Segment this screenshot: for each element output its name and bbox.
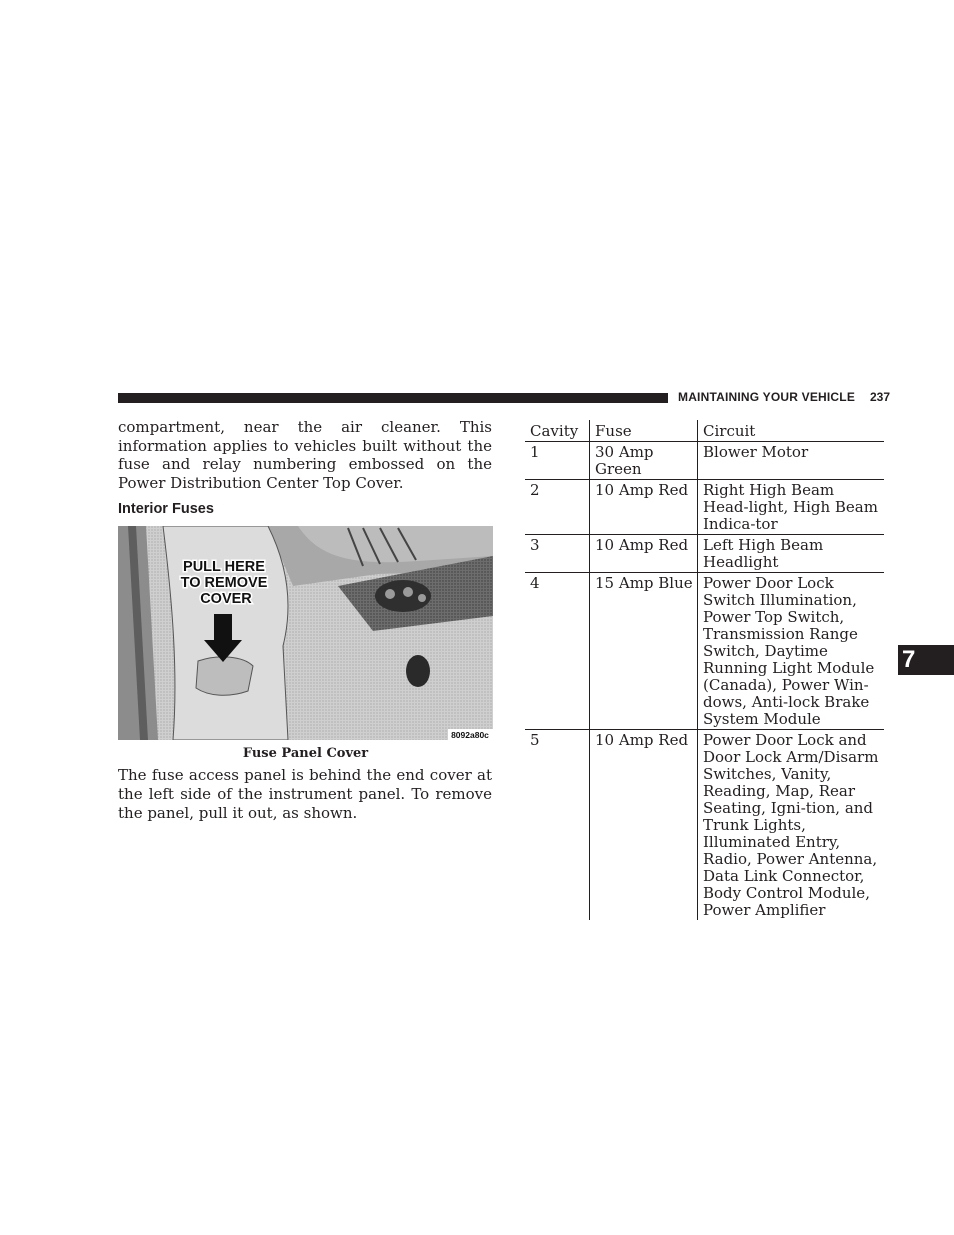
fuse-cell: 10 Amp Red [590, 730, 698, 921]
figure-caption: Fuse Panel Cover [242, 746, 369, 761]
chapter-tab: 7 [898, 645, 954, 675]
page-number: 237 [870, 390, 891, 404]
running-header-title: MAINTAINING YOUR VEHICLE [678, 390, 856, 404]
table-row [525, 480, 884, 535]
header-circuit: Circuit [698, 420, 885, 442]
section-heading: Interior Fuses [118, 501, 214, 517]
callout-line-1: PULL HERE [183, 559, 265, 575]
intro-paragraph: compartment, near the air cleaner. This information applies to vehicles built without the fuse and relay numbering embossed on the Power Distribution Center Top Cover. [118, 418, 492, 492]
header-cavity: Cavity [525, 420, 590, 442]
cavity-cell: 3 [525, 535, 590, 573]
cavity-cell: 1 [525, 442, 590, 480]
cavity-cell: 4 [525, 573, 590, 730]
circuit-cell: Left High Beam Headlight [698, 535, 885, 573]
circuit-cell: Power Door Lock Switch Illumination, Power Top Switch, Transmission Range Switch, Daytime Running Light Module (Canada), Power Win-dows, Anti-lock Brake System Module [698, 573, 885, 730]
cavity-cell: 2 [525, 480, 590, 535]
cavity-cell: 5 [530, 731, 540, 749]
fuse-cell: 30 Amp Green [590, 442, 698, 480]
body-paragraph: The fuse access panel is behind the end cover at the left side of the instrument panel. To remove the panel, pull it out, as shown. [118, 766, 492, 822]
circuit-cell: Right High Beam Head-light, High Beam Indica-tor [698, 480, 885, 535]
table-row [525, 730, 884, 921]
circuit-cell: Power Door Lock and Door Lock Arm/Disarm Switches, Vanity, Reading, Map, Rear Seating, Igni-tion, and Trunk Lights, Illuminated Entry, Radio, Power Antenna, Data Link Connector, Body Control Module, Power Amplifier [698, 730, 885, 921]
fuse-panel-cover-figure [118, 526, 493, 740]
fuse-cell: 10 Amp Red [590, 480, 698, 535]
header-rule [118, 393, 668, 403]
fuse-cell: 10 Amp Red [590, 535, 698, 573]
callout-line-2: TO REMOVE [180, 575, 268, 591]
callout-line-3: COVER [200, 591, 252, 607]
header-fuse: Fuse [590, 420, 698, 442]
table-row [525, 573, 884, 730]
image-code: 8092a80c [451, 730, 489, 740]
interior-fuse-table [525, 420, 884, 920]
circuit-cell: Blower Motor [698, 442, 885, 480]
fuse-cell: 15 Amp Blue [590, 573, 698, 730]
table-header-row [525, 420, 884, 442]
table-row [525, 442, 884, 480]
table-row [525, 535, 884, 573]
